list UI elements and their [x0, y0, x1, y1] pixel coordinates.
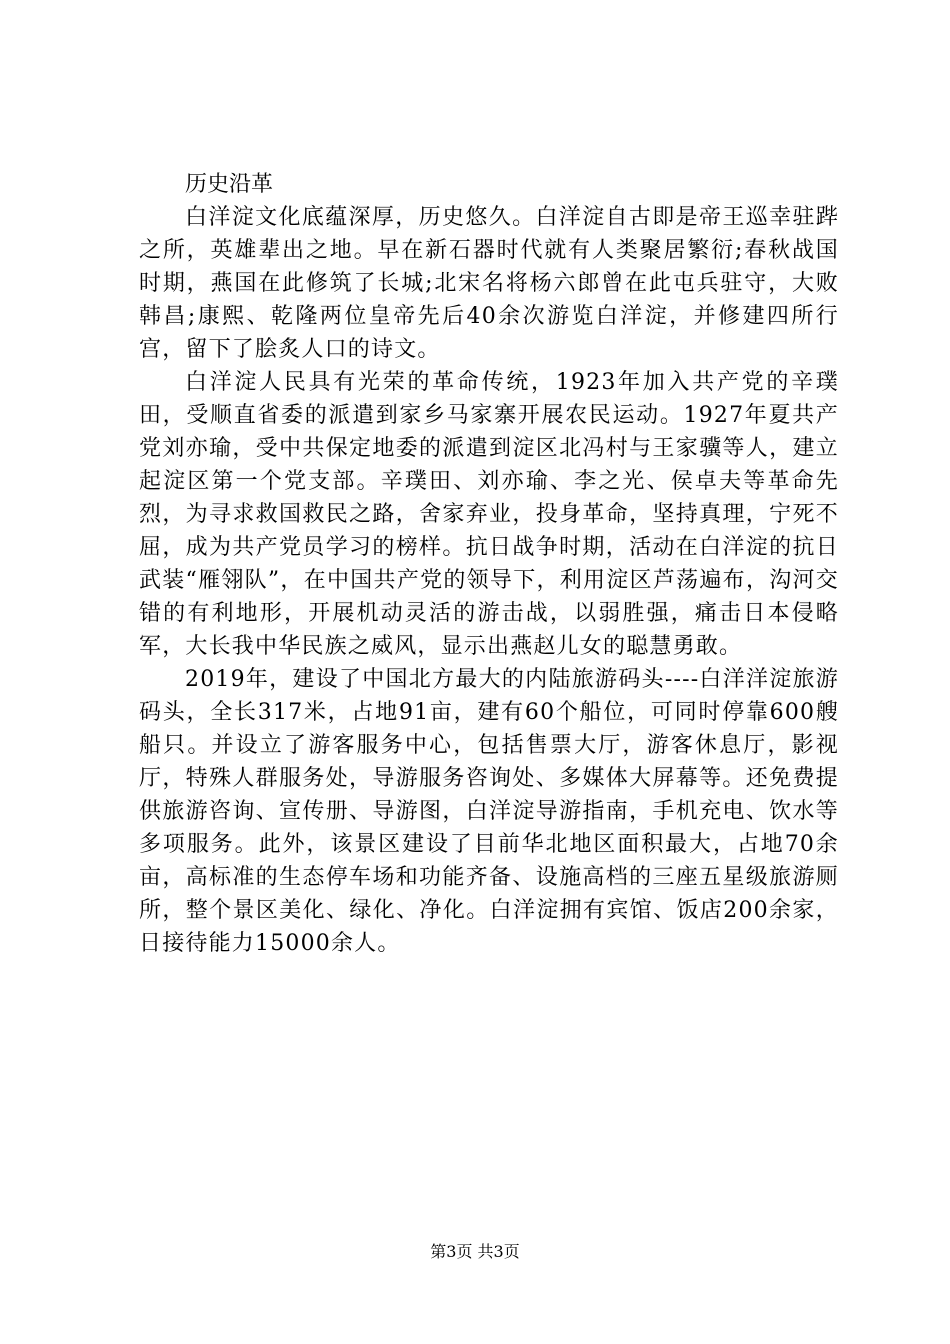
paragraph-tourism-facilities: 2019年，建设了中国北方最大的内陆旅游码头----白洋洋淀旅游码头，全长317米，占地91亩，建有60个船位，可同时停靠600艘船只。并设立了游客服务中心，包括售票大厅，游客休息厅，影视厅，特殊人群服务处，导游服务咨询处、多媒体大屏幕等。还免费提供旅游咨询、宣传册、导游图，白洋淀导游指南，手机充电、饮水等多项服务。此外，该景区建设了目前华北地区面积最大，占地70余亩，高标准的生态停车场和功能齐备、设施高档的三座五星级旅游厕所，整个景区美化、绿化、净化。白洋淀拥有宾馆、饭店200余家，日接待能力15000余人。: [139, 667, 839, 956]
section-heading: 历史沿革: [185, 172, 274, 197]
paragraph-culture-history: 白洋淀文化底蕴深厚，历史悠久。白洋淀自古即是帝王巡幸驻跸之所，英雄辈出之地。早在新石器时代就有人类聚居繁衍;春秋战国时期，燕国在此修筑了长城;北宋名将杨六郎曾在此屯兵驻守，大败韩昌;康熙、乾隆两位皇帝先后40余次游览白洋淀，并修建四所行宫，留下了脍炙人口的诗文。: [139, 205, 839, 362]
paragraph-revolutionary-tradition: 白洋淀人民具有光荣的革命传统，1923年加入共产党的辛璞田，受顺直省委的派遣到家乡马家寨开展农民运动。1927年夏共产党刘亦瑜，受中共保定地委的派遣到淀区北冯村与王家骥等人，建立起淀区第一个党支部。辛璞田、刘亦瑜、李之光、侯卓夫等革命先烈，为寻求救国救民之路，舍家弃业，投身革命，坚持真理，宁死不屈，成为共产党员学习的榜样。抗日战争时期，活动在白洋淀的抗日武装“雁翎队”，在中国共产党的领导下，利用淀区芦荡遍布，沟河交错的有利地形，开展机动灵活的游击战，以弱胜强，痛击日本侵略军，大长我中华民族之威风，显示出燕赵儿女的聪慧勇敢。: [139, 370, 839, 659]
document-body: [139, 168, 839, 960]
page-footer: 第3页 共3页: [430, 1242, 520, 1261]
